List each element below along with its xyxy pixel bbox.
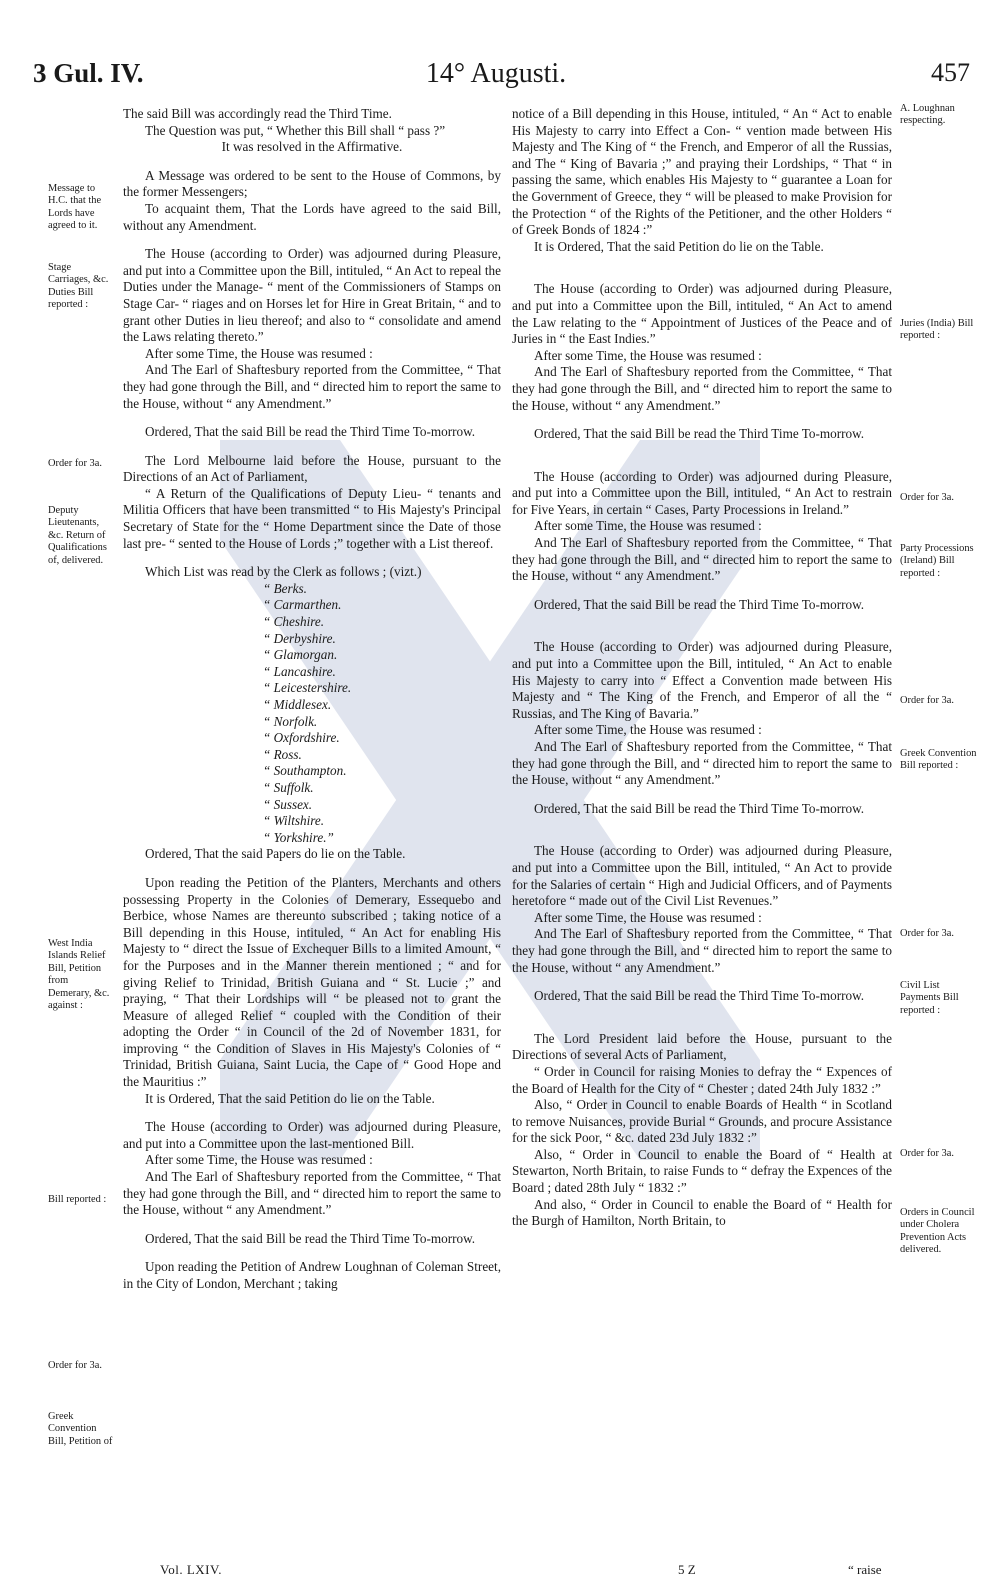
paragraph: The Lord Melbourne laid before the House, pursuant to the Directions of an Act of Parliament,: [123, 452, 501, 485]
paragraph: After some Time, the House was resumed :: [534, 909, 762, 925]
paragraph: The House (according to Order) was adjourned during Pleasure, and put into a Committee upon the last-mentioned Bill.: [123, 1119, 501, 1151]
list-item: “ Leicestershire.: [263, 680, 352, 696]
paragraph: Also, “ Order in Council to enable Boards of Health “ in Scotland to remove Nuisances, provide Burial “ Grounds, and procure Assistance for the sick Poor, “ &c. dated 23d July 1832 :”: [512, 1097, 892, 1146]
paragraph: It is Ordered, That the said Petition do lie on the Table.: [145, 1090, 435, 1106]
paragraph: The said Bill was accordingly read the Third Time.: [123, 106, 392, 121]
paragraph: The Lord President laid before the House, pursuant to the Directions of several Acts of Parliament,: [512, 1030, 892, 1063]
paragraph: After some Time, the House was resumed :: [534, 518, 762, 534]
paragraph: The House (according to Order) was adjourned during Pleasure, and put into a Committee upon the Bill, intituled, “ An Act to enable His Majesty to carry into “ Effect a Convention made between His Majesty and “ The King of the French, and Emperor of all the “ Russias, and The King of Bavaria.”: [512, 639, 892, 721]
paragraph: Ordered, That the said Bill be read the Third Time To-morrow.: [534, 800, 865, 816]
margin-note: Civil List Payments Bill reported :: [900, 980, 959, 1016]
margin-note: Stage Carriages, &c. Duties Bill reported :: [48, 262, 109, 311]
paragraph: The House (according to Order) was adjourned during Pleasure, and put into a Committee upon the Bill, intituled, “ An Act to repeal the Duties under the Manage- “ ment of the Commissioners of Stamps on Stage Car- “ riages and on Horses let for Hire in Great Britain, “ and to grant other Duties in lieu thereof; and also to “ consolidate and amend the Laws relating thereto.”: [123, 246, 501, 345]
paragraph: “ A Return of the Qualifications of Deputy Lieu- “ tenants and Militia Officers that have been transmitted “ to His Majesty's Principal Secretary of State for the “ Home Department since the Date of those last pre- “ sented to the House of Lords ;” together with a List thereof.: [123, 485, 501, 551]
margin-note: Bill reported :: [48, 1194, 107, 1205]
paragraph: The House (according to Order) was adjourned during Pleasure, and put into a Committee upon the Bill, intituled, “ An Act to amend the Law relating to the “ Appointment of Justices of the Peace and of Juries in “ the East Indies.”: [512, 281, 892, 347]
paragraph: Ordered, That the said Bill be read the Third Time To-morrow.: [145, 1230, 476, 1246]
paragraph: To acquaint them, That the Lords have agreed to the said Bill, without any Amendment.: [123, 200, 501, 233]
paragraph: The Question was put, “ Whether this Bill shall “ pass ?”: [145, 122, 446, 138]
paragraph: And The Earl of Shaftesbury reported from the Committee, “ That they had gone through the Bill, and “ directed him to report the same to the House, without “ any Amendment.”: [512, 364, 892, 413]
paragraph: The House (according to Order) was adjourned during Pleasure, and put into a Committee upon the Bill, intituled, “ An Act to restrain for Five Years, in certain “ Cases, Party Processions in Ireland.”: [512, 468, 892, 517]
list-item: “ Carmarthen.: [263, 597, 342, 613]
margin-note: Order for 3a.: [900, 1148, 954, 1159]
paragraph: The House (according to Order) was adjourned during Pleasure, and put into a Committee upon the Bill, intituled, “ An Act to provide for the Salaries of certain “ High and Judicial Officers, and of Payments heretofore “ made out of the Civil List Revenues.”: [512, 843, 892, 909]
margin-note: Order for 3a.: [900, 695, 954, 706]
paragraph: Upon reading the Petition of Andrew Loughnan of Coleman Street, in the City of London, Merchant ; taking: [123, 1259, 501, 1291]
paragraph: Ordered, That the said Papers do lie on the Table.: [145, 846, 406, 862]
list-item: “ Suffolk.: [263, 779, 314, 795]
list-item: “ Sussex.: [263, 796, 313, 812]
list-item: “ Cheshire.: [263, 614, 325, 630]
margin-note: A. Loughnan respecting.: [900, 103, 955, 127]
list-item: “ Middlesex.: [263, 697, 332, 712]
list-item: “ Ross.: [263, 746, 302, 762]
catchword: “ raise: [848, 1562, 882, 1577]
paragraph: Ordered, That the said Bill be read the Third Time To-morrow.: [534, 426, 865, 442]
date-heading: 14° Augusti.: [425, 58, 567, 89]
paragraph: After some Time, the House was resumed :: [145, 345, 373, 361]
signature-mark: 5 Z: [678, 1562, 696, 1577]
paragraph: Also, “ Order in Council to enable the Board of “ Health at Stewarton, North Britain, to raise Funds to “ defray the Expences of the Board ; dated 28th July “ 1832 :”: [512, 1146, 892, 1196]
margin-note: Order for 3a.: [48, 458, 102, 469]
paragraph: Upon reading the Petition of the Planters, Merchants and others possessing Property in the Colonies of Demerary, Essequebo and Berbice, whose Names are thereunto subscribed ; taking notice of a Bill depending in this House, intituled, “ An Act for enabling His Majesty to “ direct the Issue of Exchequer Bills to a limited Amount, “ for the Purposes and in the Manner therein mentioned ; “ and for giving Relief to Trinidad, British Guiana and “ St. Lucie ;” and praying, “ That their Lordships will “ be pleased not to grant the Measure of alleged Relief “ coupled with the Condition of their adopting the Order “ in Council of the 2d of November 1831, for improving “ the Condition of Slaves in His Majesty's Colonies of “ Trinidad, British Guiana, Saint Lucia, the Cape of “ Good Hope and the Mauritius :”: [123, 874, 501, 1090]
paragraph: notice of a Bill depending in this House, intituled, “ An “ Act to enable His Majesty to carry into Effect a Con- “ vention made between His Majesty and The King of “ the French, and Emperor of all the Russias, and The “ King of Bavaria ;” and praying their Lordships, “ That “ in passing the same, which enables His Majesty to “ guarantee a Loan for the Government of Greece, they “ will be pleased to make Provision for the Protection “ of the Rights of the Petitioner, and the other Holders “ of Greek Bonds of 1824 :”: [512, 106, 892, 238]
margin-note: West India Islands Relief Bill, Petition from Demerary, &c. against :: [48, 938, 110, 1012]
margin-note: Orders in Council under Cholera Prevention Acts delivered.: [900, 1207, 975, 1256]
margin-note: Party Processions (Ireland) Bill reported :: [900, 543, 974, 579]
regnal-year: 3 Gul. IV.: [33, 58, 144, 88]
list-item: “ Glamorgan.: [263, 647, 338, 663]
margin-note: Greek Convention Bill, Petition of: [48, 1411, 113, 1447]
paragraph: It is Ordered, That the said Petition do lie on the Table.: [534, 238, 824, 254]
paragraph: Which List was read by the Clerk as follows ; (vizt.): [145, 564, 422, 580]
page-number: 457: [931, 58, 970, 87]
paragraph: And The Earl of Shaftesbury reported from the Committee, “ That they had gone through the Bill, and “ directed him to report the same to the House, without “ any Amendment.”: [123, 1169, 501, 1218]
list-item: “ Lancashire.: [263, 663, 336, 679]
paragraph: After some Time, the House was resumed :: [534, 347, 762, 363]
list-item: “ Berks.: [263, 580, 307, 596]
paragraph: “ Order in Council for raising Monies to defray the “ Expences of the Board of Health for the City of “ Chester ; dated 24th July 1832 :”: [512, 1063, 892, 1096]
paragraph: It was resolved in the Affirmative.: [221, 139, 403, 155]
paragraph: And The Earl of Shaftesbury reported from the Committee, “ That they had gone through the Bill, and “ directed him to report the same to the House, without “ any Amendment.”: [512, 739, 892, 788]
margin-note: Juries (India) Bill reported :: [900, 318, 974, 342]
list-item: “ Yorkshire.”: [263, 829, 334, 845]
right-column: [512, 106, 892, 1230]
margin-note: Deputy Lieutenants, &c. Return of Qualifications of, delivered.: [48, 505, 107, 566]
paragraph: Ordered, That the said Bill be read the Third Time To-morrow.: [534, 596, 865, 612]
list-item: “ Oxfordshire.: [263, 730, 340, 746]
margin-note: Order for 3a.: [900, 492, 954, 503]
page-header: [0, 58, 992, 98]
list-item: “ Norfolk.: [263, 713, 318, 729]
left-column: [123, 106, 501, 1293]
paragraph: And The Earl of Shaftesbury reported from the Committee, “ That they had gone through the Bill, and “ directed him to report the same to the House, without “ any Amendment.”: [512, 535, 892, 584]
paragraph: After some Time, the House was resumed :: [534, 722, 762, 738]
paragraph: A Message was ordered to be sent to the House of Commons, by the former Messengers;: [123, 167, 501, 200]
list-item: “ Southampton.: [263, 763, 347, 779]
paragraph: After some Time, the House was resumed :: [145, 1152, 373, 1168]
margin-note: Message to H.C. that the Lords have agreed to it.: [48, 183, 102, 232]
margin-note: Order for 3a.: [900, 928, 954, 939]
paragraph: And The Earl of Shaftesbury reported from the Committee, “ That they had gone through the Bill, and “ directed him to report the same to the House, without “ any Amendment.”: [512, 926, 892, 975]
margin-note: Greek Convention Bill reported :: [900, 748, 977, 772]
paragraph: Ordered, That the said Bill be read the Third Time To-morrow.: [145, 424, 476, 440]
list-item: “ Derbyshire.: [263, 630, 336, 646]
list-item: “ Wiltshire.: [263, 813, 325, 829]
paragraph: And The Earl of Shaftesbury reported from the Committee, “ That they had gone through the Bill, and “ directed him to report the same to the House, without “ any Amendment.”: [123, 362, 501, 411]
paragraph: And also, “ Order in Council to enable the Board of “ Health for the Burgh of Hamilton, North Britain, to: [512, 1196, 892, 1229]
paragraph: Ordered, That the said Bill be read the Third Time To-morrow.: [534, 988, 865, 1004]
margin-note: Order for 3a.: [48, 1360, 102, 1371]
volume-number: Vol. LXIV.: [160, 1562, 222, 1577]
